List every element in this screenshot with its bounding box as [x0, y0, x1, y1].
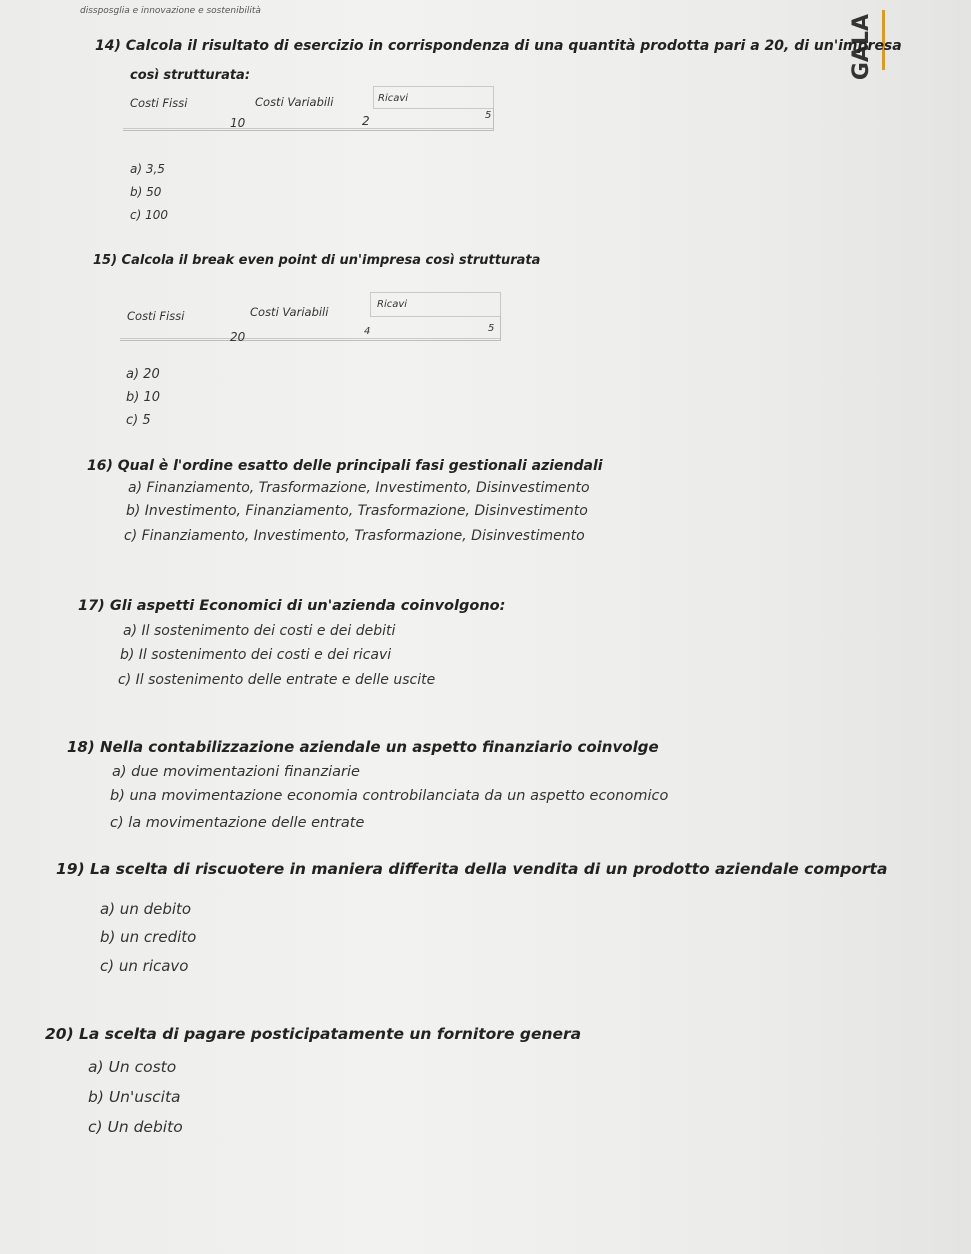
q17-title: 17) Gli aspetti Economici di un'azienda coinvolgono:	[78, 598, 506, 614]
q15-header-costi-variabili: Costi Variabili	[250, 305, 329, 319]
q16-option-a: a) Finanziamento, Trasformazione, Investimento, Disinvestimento	[128, 480, 590, 496]
q15-header-costi-fissi: Costi Fissi	[127, 309, 185, 323]
q14-value-costi-variabili: 2	[362, 114, 370, 128]
q15-value-ricavi: 5	[488, 323, 495, 334]
page-header: dissposglia e innovazione e sostenibilità	[80, 6, 261, 16]
q16-title: 16) Qual è l'ordine esatto delle principali fasi gestionali aziendali	[87, 458, 603, 474]
q14-title: 14) Calcola il risultato di esercizio in corrispondenza di una quantità prodotta pari a 20, di un'impresa	[95, 38, 902, 54]
q18-option-a: a) due movimentazioni finanziarie	[112, 764, 360, 780]
q17-option-b: b) Il sostenimento dei costi e dei ricavi	[120, 647, 392, 663]
q19-option-b: b) un credito	[100, 928, 197, 946]
q15-option-a: a) 20	[126, 367, 160, 382]
q17-option-a: a) Il sostenimento dei costi e dei debiti	[123, 623, 396, 639]
q19-title: 19) La scelta di riscuotere in maniera differita della vendita di un prodotto aziendale comporta	[56, 860, 888, 878]
q19-option-c: c) un ricavo	[100, 957, 189, 975]
q14-option-c: c) 100	[130, 208, 168, 222]
q15-option-b: b) 10	[126, 390, 160, 405]
q20-title: 20) La scelta di pagare posticipatamente un fornitore genera	[45, 1025, 582, 1043]
q18-option-c: c) la movimentazione delle entrate	[110, 815, 365, 831]
q18-title: 18) Nella contabilizzazione aziendale un aspetto finanziario coinvolge	[67, 738, 659, 756]
q16-option-c: c) Finanziamento, Investimento, Trasformazione, Disinvestimento	[124, 528, 585, 544]
q14-header-ricavi: Ricavi	[378, 93, 409, 104]
q14-value-ricavi: 5	[485, 110, 492, 121]
q15-option-c: c) 5	[126, 413, 151, 428]
q15-title: 15) Calcola il break even point di un'impresa così strutturata	[93, 253, 541, 268]
q15-header-ricavi: Ricavi	[377, 299, 408, 310]
q14-header-costi-fissi: Costi Fissi	[130, 96, 188, 110]
q14-header-costi-variabili: Costi Variabili	[255, 95, 334, 109]
q18-option-b: b) una movimentazione economia controbilanciata da un aspetto economico	[110, 788, 669, 804]
q15-value-costi-variabili: 4	[364, 326, 371, 337]
q14-subtitle: così strutturata:	[130, 68, 251, 83]
q15-value-costi-fissi: 20	[230, 330, 246, 344]
q19-option-a: a) un debito	[100, 900, 192, 918]
q14-value-costi-fissi: 10	[230, 116, 246, 130]
q20-option-a: a) Un costo	[88, 1058, 177, 1076]
q16-option-b: b) Investimento, Finanziamento, Trasformazione, Disinvestimento	[126, 503, 588, 519]
q14-option-a: a) 3,5	[130, 162, 165, 176]
q20-option-b: b) Un'uscita	[88, 1088, 181, 1106]
q14-option-b: b) 50	[130, 185, 162, 199]
q20-option-c: c) Un debito	[88, 1118, 183, 1136]
side-label: GALA	[849, 14, 874, 81]
q17-option-c: c) Il sostenimento delle entrate e delle uscite	[118, 672, 436, 688]
